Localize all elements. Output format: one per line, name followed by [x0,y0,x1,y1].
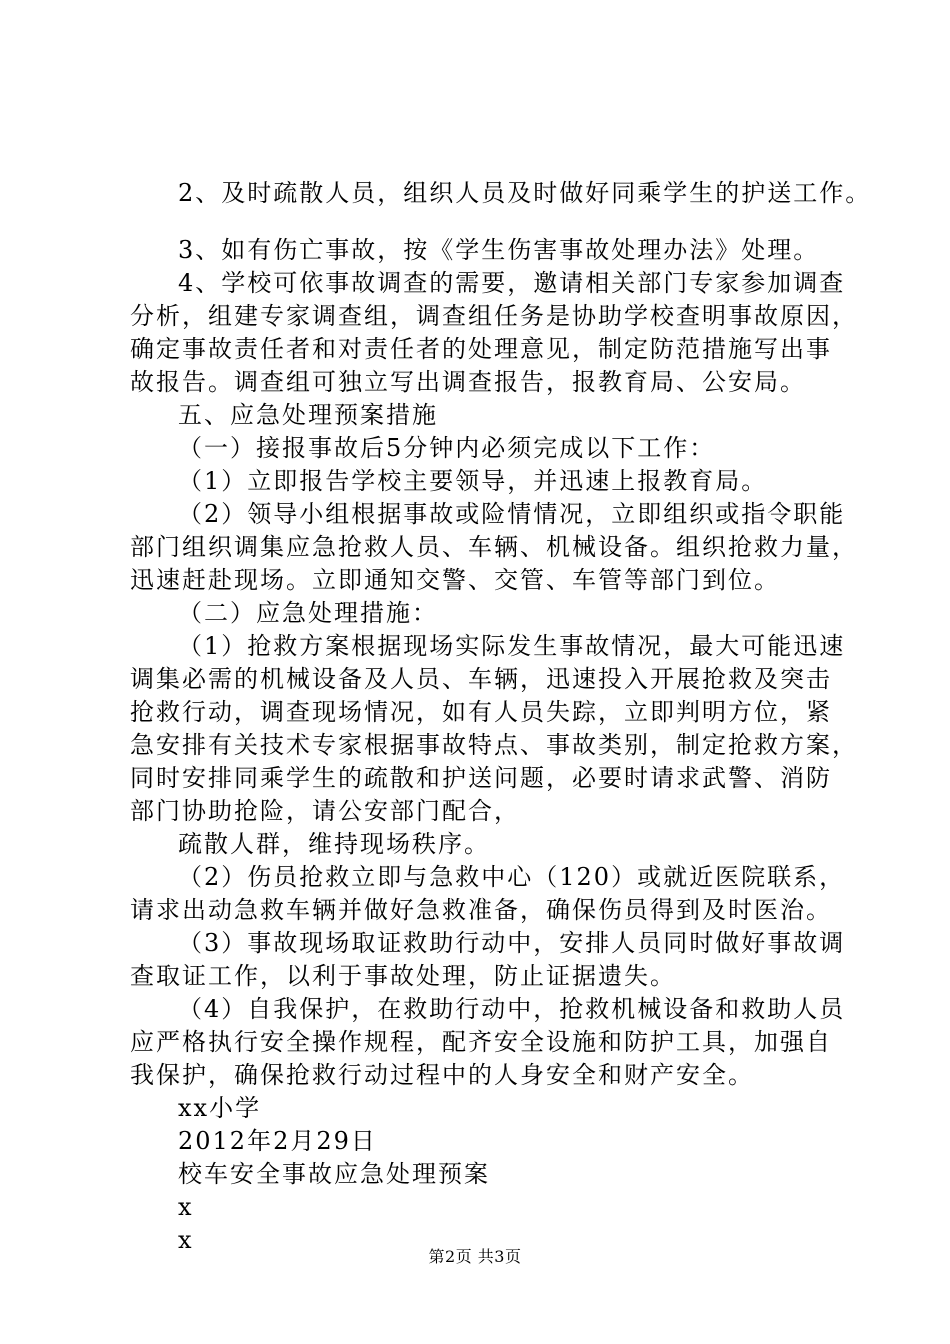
body-line: 抢救行动，调查现场情况，如有人员失踪，立即判明方位，紧 [130,698,832,726]
body-line: 急安排有关技术专家根据事故特点、事故类别，制定抢救方案， [130,731,858,759]
body-line: x [178,1226,194,1254]
body-line: 分析，组建专家调查组，调查组任务是协助学校查明事故原因， [130,302,858,330]
body-line: （2）领导小组根据事故或险情情况，立即组织或指令职能 [178,500,846,528]
section-heading: 五、应急处理预案措施 [178,401,438,429]
body-line: 确定事故责任者和对责任者的处理意见，制定防范措施写出事 [130,335,832,363]
signature-date: 2012年2月29日 [178,1127,377,1155]
body-line: （1）抢救方案根据现场实际发生事故情况，最大可能迅速 [178,632,846,660]
body-line: 同时安排同乘学生的疏散和护送问题，必要时请求武警、消防 [130,764,832,792]
page-footer: 第2页 共3页 [428,1247,522,1266]
body-line: （4）自我保护，在救助行动中，抢救机械设备和救助人员 [178,995,846,1023]
body-line: 故报告。调查组可独立写出调查报告，报教育局、公安局。 [130,368,806,396]
body-line: 我保护，确保抢救行动过程中的人身安全和财产安全。 [130,1061,754,1089]
body-line: x [178,1193,194,1221]
body-line: （3）事故现场取证救助行动中，安排人员同时做好事故调 [178,929,846,957]
subsection-heading: （一）接报事故后5分钟内必须完成以下工作： [178,434,716,462]
body-line: 3、如有伤亡事故，按《学生伤害事故处理办法》处理。 [178,236,820,264]
body-line: 疏散人群，维持现场秩序。 [178,830,490,858]
body-line: 部门组织调集应急抢救人员、车辆、机械设备。组织抢救力量， [130,533,858,561]
body-line: 应严格执行安全操作规程，配齐安全设施和防护工具，加强自 [130,1028,832,1056]
body-line: 迅速赶赴现场。立即通知交警、交管、车管等部门到位。 [130,566,780,594]
body-line: （1）立即报告学校主要领导，并迅速上报教育局。 [178,467,768,495]
body-line: 4、学校可依事故调查的需要，邀请相关部门专家参加调查 [178,269,846,297]
subsection-heading: （二）应急处理措施： [178,599,438,627]
body-line: 2、及时疏散人员，组织人员及时做好同乘学生的护送工作。 [178,179,872,207]
body-line: 查取证工作，以利于事故处理，防止证据遗失。 [130,962,676,990]
body-line: （2）伤员抢救立即与急救中心（120）或就近医院联系， [178,863,846,891]
body-line: 部门协助抢险，请公安部门配合， [130,797,520,825]
signature-org: xx小学 [178,1094,262,1122]
body-line: 请求出动急救车辆并做好急救准备，确保伤员得到及时医治。 [130,896,832,924]
document-title: 校车安全事故应急处理预案 [178,1160,490,1188]
body-line: 调集必需的机械设备及人员、车辆，迅速投入开展抢救及突击 [130,665,832,693]
